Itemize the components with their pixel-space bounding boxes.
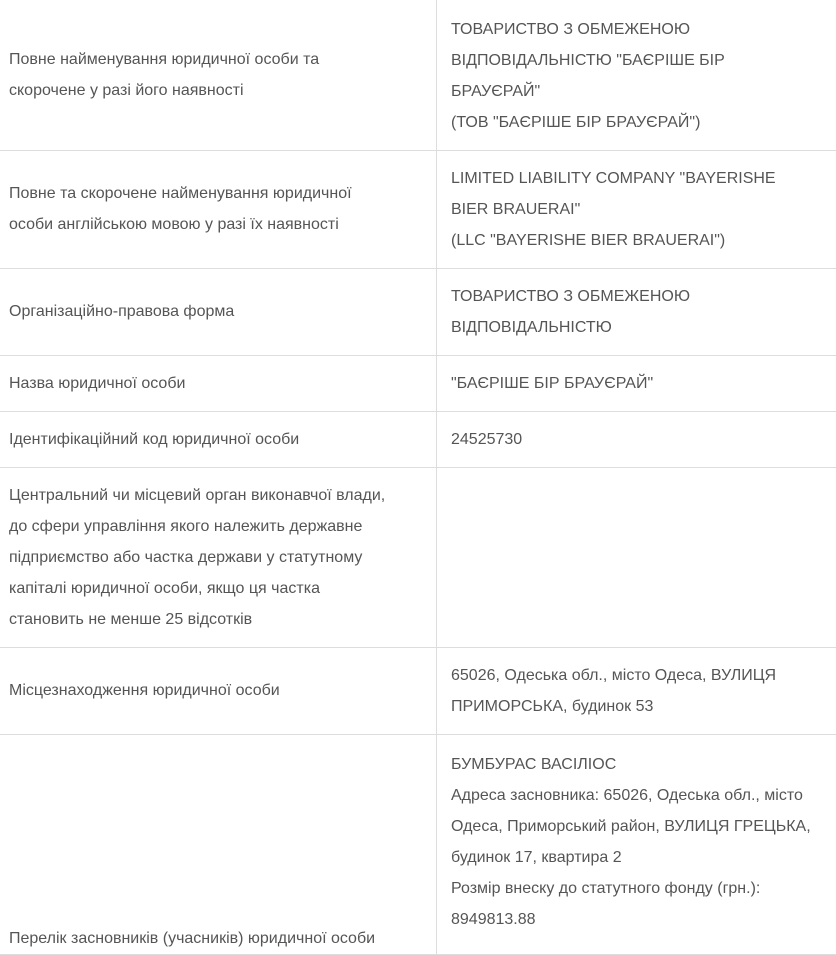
row-label-cell	[0, 647, 437, 734]
founders-label: Перелік засновників (учасників) юридичної особи	[0, 761, 436, 954]
row-label-cell	[0, 268, 437, 355]
row-label-cell	[0, 150, 437, 268]
row-label-cell	[0, 734, 437, 954]
row-value-cell	[437, 355, 836, 411]
row-label-cell	[0, 467, 437, 647]
row-value-cell	[437, 150, 836, 268]
row-value-cell	[437, 734, 836, 954]
founder-address: Адреса засновника: 65026, Одеська обл., місто Одеса, Приморський район, ВУЛИЦЯ ГРЕЦЬКА, будинок 17, квартира 2	[451, 780, 816, 873]
entity-name-value: "БАЄРІШЕ БІР БРАУЄРАЙ"	[437, 356, 836, 399]
full-name-value: ТОВАРИСТВО З ОБМЕЖЕНОЮ ВІДПОВІДАЛЬНІСТЮ "БАЄРІШЕ БІР БРАУЄРАЙ" (ТОВ "БАЄРІШЕ БІР БРАУЄРАЙ")	[437, 0, 836, 138]
table-row	[0, 355, 836, 411]
governing-authority-value	[437, 468, 836, 480]
row-value-cell	[437, 647, 836, 734]
row-label-cell	[0, 355, 437, 411]
governing-authority-label: Центральний чи місцевий орган виконавчої влади, до сфери управління якого належить державне підприємство або частка держави у статутному капіталі юридичної особи, якщо ця частка становить не менше 25 відсотків	[0, 480, 436, 635]
table-row	[0, 411, 836, 467]
location-value: 65026, Одеська обл., місто Одеса, ВУЛИЦЯ ПРИМОРСЬКА, будинок 53	[437, 648, 836, 722]
english-name-value: LIMITED LIABILITY COMPANY "BAYERISHE BIER BRAUERAI" (LLC "BAYERISHE BIER BRAUERAI")	[437, 151, 836, 256]
row-label-cell	[0, 411, 437, 467]
location-label: Місцезнаходження юридичної особи	[0, 675, 436, 706]
row-value-cell	[437, 411, 836, 467]
english-name-label: Повне та скорочене найменування юридичної особи англійською мовою у разі їх наявності	[0, 178, 436, 240]
full-name-label: Повне найменування юридичної особи та скорочене у разі його наявності	[0, 44, 436, 106]
id-code-value: 24525730	[437, 412, 836, 455]
row-value-cell	[437, 0, 836, 150]
row-label-cell	[0, 0, 437, 150]
row-value-cell	[437, 467, 836, 647]
table-row	[0, 150, 836, 268]
table-row	[0, 734, 836, 954]
id-code-label: Ідентифікаційний код юридичної особи	[0, 424, 436, 455]
table-row	[0, 268, 836, 355]
table-row	[0, 467, 836, 647]
founders-value	[437, 735, 836, 935]
entity-name-label: Назва юридичної особи	[0, 368, 436, 399]
legal-form-value: ТОВАРИСТВО З ОБМЕЖЕНОЮ ВІДПОВІДАЛЬНІСТЮ	[437, 269, 836, 343]
founder-contribution: Розмір внеску до статутного фонду (грн.): 8949813.88	[451, 873, 816, 935]
table-row	[0, 647, 836, 734]
legal-form-label: Організаційно-правова форма	[0, 296, 436, 327]
row-value-cell	[437, 268, 836, 355]
table-row	[0, 0, 836, 150]
founder-name: БУМБУРАС ВАСІЛІОС	[451, 749, 816, 780]
